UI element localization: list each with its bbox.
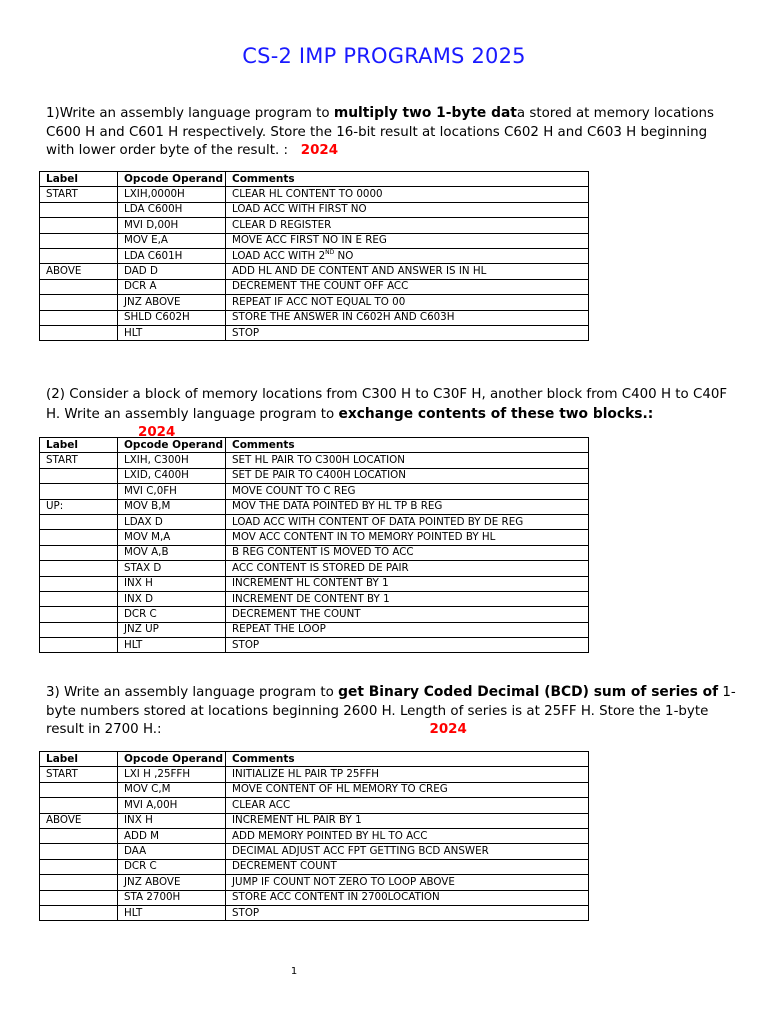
- table-header-row: [40, 752, 589, 767]
- opcode-cell: JNZ UP: [118, 622, 226, 637]
- label-cell: [40, 484, 118, 499]
- table-row: [40, 499, 589, 514]
- opcode-cell: MVI A,00H: [118, 798, 226, 813]
- table-row: [40, 218, 589, 233]
- comment-cell: DECREMENT THE COUNT OFF ACC: [226, 279, 589, 294]
- opcode-cell: ADD M: [118, 828, 226, 843]
- table-row: [40, 859, 589, 874]
- comment-cell: MOVE COUNT TO C REG: [226, 484, 589, 499]
- opcode-cell: STAX D: [118, 561, 226, 576]
- q2-text: (2) Consider a block of memory locations from C300 H to C30F H, another block from C400 H to C40F H. Write an assembly language program to: [46, 387, 728, 422]
- comment-cell: REPEAT IF ACC NOT EQUAL TO 00: [226, 295, 589, 310]
- opcode-cell: HLT: [118, 638, 226, 653]
- label-cell: [40, 905, 118, 920]
- q1-text: 1)Write an assembly language program to: [46, 106, 334, 121]
- table-row: [40, 484, 589, 499]
- comment-cell: INCREMENT HL CONTENT BY 1: [226, 576, 589, 591]
- label-cell: [40, 607, 118, 622]
- col-header-label: Label: [40, 172, 118, 187]
- label-cell: [40, 248, 118, 263]
- table-row: [40, 530, 589, 545]
- table-row: [40, 248, 589, 263]
- label-cell: ABOVE: [40, 813, 118, 828]
- comment-cell: INITIALIZE HL PAIR TP 25FFH: [226, 767, 589, 782]
- comment-cell: DECREMENT COUNT: [226, 859, 589, 874]
- label-cell: [40, 638, 118, 653]
- col-header-opcode: Opcode Operand: [118, 438, 226, 453]
- comment-cell: STORE THE ANSWER IN C602H AND C603H: [226, 310, 589, 325]
- page-title: CS-2 IMP PROGRAMS 2025: [242, 44, 526, 68]
- opcode-cell: LXIH,0000H: [118, 187, 226, 202]
- table-row: [40, 233, 589, 248]
- table-row: [40, 468, 589, 483]
- comment-cell: SET HL PAIR TO C300H LOCATION: [226, 453, 589, 468]
- label-cell: [40, 310, 118, 325]
- question-3: [46, 683, 736, 740]
- label-cell: [40, 233, 118, 248]
- comment-cell: CLEAR HL CONTENT TO 0000: [226, 187, 589, 202]
- q3-text-cont: 1-byte numbers stored at locations beginning 2600 H. Length of series is at 25FF H. Store the 1-byte result in 2700 H.:: [46, 685, 736, 737]
- col-header-label: Label: [40, 752, 118, 767]
- comment-cell: CLEAR D REGISTER: [226, 218, 589, 233]
- table-row: [40, 813, 589, 828]
- label-cell: [40, 844, 118, 859]
- label-cell: [40, 514, 118, 529]
- comment-cell: INCREMENT HL PAIR BY 1: [226, 813, 589, 828]
- label-cell: START: [40, 453, 118, 468]
- label-cell: [40, 295, 118, 310]
- table-header-row: [40, 438, 589, 453]
- label-cell: [40, 782, 118, 797]
- opcode-cell: MOV M,A: [118, 530, 226, 545]
- table-row: [40, 295, 589, 310]
- opcode-cell: SHLD C602H: [118, 310, 226, 325]
- comment-cell: STOP: [226, 638, 589, 653]
- table-row: [40, 279, 589, 294]
- table-row: [40, 875, 589, 890]
- ordinal-suffix: ND: [325, 248, 335, 256]
- opcode-cell: HLT: [118, 325, 226, 340]
- label-cell: [40, 279, 118, 294]
- comment-cell: LOAD ACC WITH 2ND NO: [226, 248, 589, 263]
- table-row: [40, 905, 589, 920]
- label-cell: [40, 561, 118, 576]
- table-row: [40, 782, 589, 797]
- opcode-cell: LXID, C400H: [118, 468, 226, 483]
- col-header-comments: Comments: [226, 172, 589, 187]
- table-row: [40, 514, 589, 529]
- opcode-cell: DCR A: [118, 279, 226, 294]
- opcode-cell: INX H: [118, 576, 226, 591]
- table-row: [40, 828, 589, 843]
- opcode-cell: JNZ ABOVE: [118, 295, 226, 310]
- opcode-cell: MOV C,M: [118, 782, 226, 797]
- table-row: [40, 591, 589, 606]
- comment-cell: SET DE PAIR TO C400H LOCATION: [226, 468, 589, 483]
- comment-cell: MOV THE DATA POINTED BY HL TP B REG: [226, 499, 589, 514]
- comment-cell: REPEAT THE LOOP: [226, 622, 589, 637]
- label-cell: START: [40, 187, 118, 202]
- table-row: [40, 638, 589, 653]
- table-row: [40, 264, 589, 279]
- question-1: [46, 104, 736, 161]
- q3-year: 2024: [429, 722, 467, 737]
- col-header-opcode: Opcode Operand: [118, 752, 226, 767]
- col-header-comments: Comments: [226, 438, 589, 453]
- label-cell: [40, 875, 118, 890]
- opcode-cell: LXI H ,25FFH: [118, 767, 226, 782]
- comment-cell: LOAD ACC WITH FIRST NO: [226, 202, 589, 217]
- comment-cell: DECIMAL ADJUST ACC FPT GETTING BCD ANSWER: [226, 844, 589, 859]
- comment-cell: INCREMENT DE CONTENT BY 1: [226, 591, 589, 606]
- table-row: [40, 453, 589, 468]
- q1-year: 2024: [300, 143, 339, 158]
- opcode-cell: JNZ ABOVE: [118, 875, 226, 890]
- opcode-cell: HLT: [118, 905, 226, 920]
- label-cell: [40, 798, 118, 813]
- label-cell: [40, 859, 118, 874]
- label-cell: [40, 468, 118, 483]
- opcode-cell: LXIH, C300H: [118, 453, 226, 468]
- program-table-1: [39, 171, 589, 341]
- opcode-cell: DAD D: [118, 264, 226, 279]
- table-row: [40, 561, 589, 576]
- opcode-cell: INX D: [118, 591, 226, 606]
- table-row: [40, 325, 589, 340]
- table-row: [40, 576, 589, 591]
- label-cell: [40, 622, 118, 637]
- opcode-cell: LDAX D: [118, 514, 226, 529]
- label-cell: [40, 530, 118, 545]
- table-row: [40, 798, 589, 813]
- label-cell: ABOVE: [40, 264, 118, 279]
- comment-cell: MOV ACC CONTENT IN TO MEMORY POINTED BY HL: [226, 530, 589, 545]
- comment-cell: ADD HL AND DE CONTENT AND ANSWER IS IN HL: [226, 264, 589, 279]
- label-cell: [40, 828, 118, 843]
- opcode-cell: DAA: [118, 844, 226, 859]
- col-header-comments: Comments: [226, 752, 589, 767]
- table-row: [40, 844, 589, 859]
- q3-emphasis: get Binary Coded Decimal (BCD) sum of series of: [338, 684, 719, 700]
- opcode-cell: MVI D,00H: [118, 218, 226, 233]
- comment-cell: ACC CONTENT IS STORED DE PAIR: [226, 561, 589, 576]
- label-cell: [40, 218, 118, 233]
- opcode-cell: INX H: [118, 813, 226, 828]
- q1-emphasis: multiply two 1-byte dat: [333, 105, 517, 121]
- opcode-cell: STA 2700H: [118, 890, 226, 905]
- label-cell: [40, 325, 118, 340]
- label-cell: START: [40, 767, 118, 782]
- opcode-cell: LDA C601H: [118, 248, 226, 263]
- comment-cell: ADD MEMORY POINTED BY HL TO ACC: [226, 828, 589, 843]
- opcode-cell: DCR C: [118, 859, 226, 874]
- q3-text: 3) Write an assembly language program to: [46, 685, 339, 700]
- label-cell: [40, 545, 118, 560]
- comment-cell: STORE ACC CONTENT IN 2700LOCATION: [226, 890, 589, 905]
- comment-cell: CLEAR ACC: [226, 798, 589, 813]
- opcode-cell: MOV A,B: [118, 545, 226, 560]
- question-2: [46, 386, 736, 443]
- comment-cell: MOVE ACC FIRST NO IN E REG: [226, 233, 589, 248]
- q1-text-cont: a stored at memory locations C600 H and C601 H respectively. Store the 16-bit result at locations C602 H and C603 H beginning with lower order byte of the result. :: [46, 106, 714, 158]
- table-row: [40, 545, 589, 560]
- q2-year: 2024: [138, 425, 176, 440]
- label-cell: [40, 202, 118, 217]
- table-row: [40, 890, 589, 905]
- comment-cell: STOP: [226, 905, 589, 920]
- table-header-row: [40, 172, 589, 187]
- opcode-cell: DCR C: [118, 607, 226, 622]
- comment-cell: JUMP IF COUNT NOT ZERO TO LOOP ABOVE: [226, 875, 589, 890]
- page-number: 1: [290, 966, 298, 977]
- comment-cell: B REG CONTENT IS MOVED TO ACC: [226, 545, 589, 560]
- comment-cell: STOP: [226, 325, 589, 340]
- opcode-cell: MOV B,M: [118, 499, 226, 514]
- opcode-cell: LDA C600H: [118, 202, 226, 217]
- label-cell: [40, 591, 118, 606]
- label-cell: [40, 576, 118, 591]
- table-row: [40, 607, 589, 622]
- comment-cell: MOVE CONTENT OF HL MEMORY TO CREG: [226, 782, 589, 797]
- opcode-cell: MVI C,0FH: [118, 484, 226, 499]
- q2-emphasis: exchange contents of these two blocks.:: [338, 405, 654, 422]
- program-table-3: [39, 751, 589, 921]
- label-cell: UP:: [40, 499, 118, 514]
- program-table-2: [39, 437, 589, 653]
- col-header-opcode: Opcode Operand: [118, 172, 226, 187]
- opcode-cell: MOV E,A: [118, 233, 226, 248]
- table-row: [40, 622, 589, 637]
- col-header-label: Label: [40, 438, 118, 453]
- table-row: [40, 310, 589, 325]
- table-row: [40, 187, 589, 202]
- comment-cell: LOAD ACC WITH CONTENT OF DATA POINTED BY DE REG: [226, 514, 589, 529]
- label-cell: [40, 890, 118, 905]
- table-row: [40, 767, 589, 782]
- comment-cell: DECREMENT THE COUNT: [226, 607, 589, 622]
- table-row: [40, 202, 589, 217]
